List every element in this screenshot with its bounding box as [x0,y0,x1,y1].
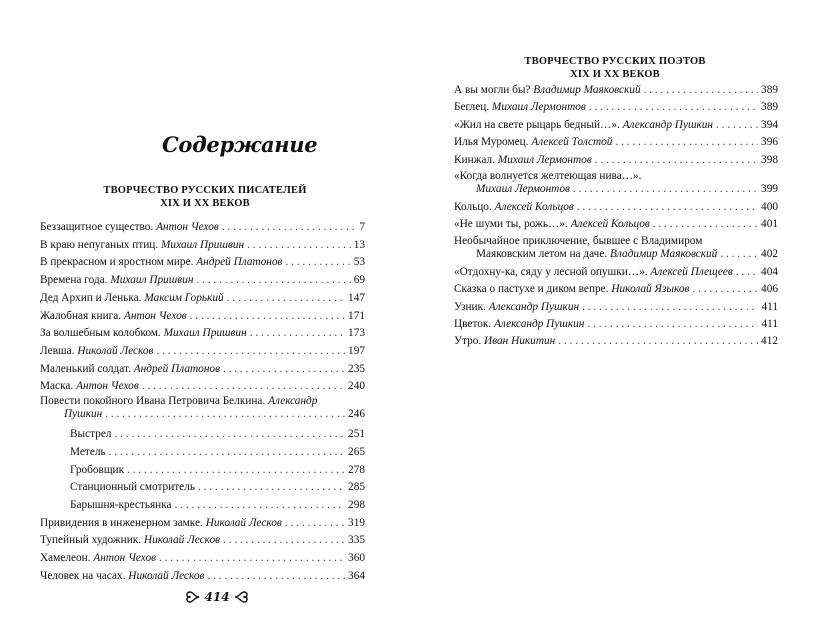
entry-page: 278 [348,464,365,476]
toc-entry[interactable] [410,335,820,348]
entry-author: Алексей Кольцов [570,218,650,230]
entry-title: В прекрасном и яростном мире. [40,256,194,268]
poets-section-title [450,55,780,81]
entry-page: 173 [348,327,365,339]
entry-page: 398 [761,154,778,166]
toc-entry[interactable] [0,345,410,358]
entry-title: Кинжал. [454,154,496,166]
entry-page: 396 [761,136,778,148]
toc-entry[interactable] [410,235,820,261]
entry-title: Маска. [40,380,74,392]
entry-page: 319 [348,517,365,529]
entry-title: Беззащитное существо. [40,221,154,233]
page-number-text: 414 [204,590,230,604]
entry-title: Илья Муромец. [454,136,529,148]
entry-title: Привидения в инженерном замке. [40,517,203,529]
entry-author: Николай Лесков [77,345,154,357]
entry-author: Александр Пушкин [494,318,585,330]
page-number [182,590,252,604]
entry-page: 147 [348,292,365,304]
entry-author: Иван Никитин [484,335,556,347]
entry-page: 265 [348,446,365,458]
toc-entry[interactable] [0,552,410,565]
entry-author-cont: Михаил Лермонтов [476,183,570,195]
toc-entry[interactable] [0,570,410,583]
entry-author: Владимир Маяковский [610,248,718,260]
entry-title: А вы могли бы? [454,84,531,96]
entry-title: Тупейный художник. [40,534,142,546]
entry-title: Цветок. [454,318,492,330]
entry-author: Алексей Толстой [531,136,613,148]
entry-page: 298 [348,499,365,511]
entry-title: Повести покойного Ивана Петровича Белкина. [40,395,266,407]
toc-entry[interactable] [0,274,410,287]
entry-page: 197 [348,345,365,357]
entry-author: Александр Пушкин [488,301,580,313]
entry-author: Алексей Плещеев [650,266,733,278]
entry-author: Алексей Кольцов [494,201,574,213]
section-title-line: XIX И XX ВЕКОВ [570,69,660,80]
toc-entry[interactable] [410,101,820,114]
entry-page: 402 [761,248,778,260]
entry-page: 13 [353,239,365,251]
section-title-line: ТВОРЧЕСТВО РУССКИХ ПОЭТОВ [524,56,706,67]
toc-entry[interactable] [0,428,410,441]
entry-title: Необычайное приключение, бывшее с Владимиром [454,235,703,247]
toc-entry[interactable] [0,499,410,512]
toc-entry[interactable] [0,517,410,530]
entry-author: Антон Чехов [76,380,139,392]
section-title-line: XIX И XX ВЕКОВ [160,198,250,209]
entry-title: Выстрел [70,428,112,440]
entry-title: Маленький солдат. [40,363,131,375]
entry-title: «Не шуми ты, рожь…». [454,218,568,230]
toc-entry[interactable] [410,283,820,296]
section-title-line: ТВОРЧЕСТВО РУССКИХ ПИСАТЕЛЕЙ [103,185,307,196]
entry-author: Михаил Лермонтов [497,154,592,166]
entry-page: 235 [348,363,365,375]
entry-author: Максим Горький [144,292,224,304]
entry-page: 364 [348,570,365,582]
toc-entry[interactable] [0,534,410,547]
entry-page: 394 [761,119,778,131]
entry-page: 285 [348,481,365,493]
entry-page: 389 [761,101,778,113]
entry-title: Хамелеон. [40,552,91,564]
toc-entry[interactable] [0,363,410,376]
entry-page: 399 [761,183,778,195]
entry-title: «Когда волнуется желтеющая нива…». [454,170,642,182]
toc-entry[interactable] [0,395,410,421]
entry-page: 412 [761,335,778,347]
entry-author: Николай Лесков [128,570,205,582]
entry-page: 171 [348,310,365,322]
entry-page: 335 [348,534,365,546]
entry-title: Барышня-крестьянка [70,499,172,511]
toc-entry[interactable] [0,446,410,459]
entry-page: 400 [761,201,778,213]
toc-entry[interactable] [410,170,820,196]
entry-author: Михаил Пришвин [110,274,194,286]
entry-title: Жалобная книга. [40,310,122,322]
toc-entry[interactable] [0,464,410,477]
contents-heading: Содержание [162,132,318,157]
entry-title: В краю непуганых птиц. [40,239,159,251]
toc-entry[interactable] [0,256,410,269]
entry-page: 411 [761,301,778,313]
toc-entry[interactable] [0,310,410,323]
entry-author: Николай Лесков [205,517,282,529]
entry-page: 53 [353,256,365,268]
entry-author: Владимир Маяковский [533,84,641,96]
entry-title: Дед Архип и Ленька. [40,292,142,304]
entry-title: Беглец. [454,101,490,113]
toc-entry[interactable] [0,327,410,340]
ornament-left-icon [184,590,200,604]
entry-title: Кольцо. [454,201,492,213]
entry-author: Александр [268,395,318,407]
entry-author: Михаил Лермонтов [491,101,586,113]
entry-page: 69 [353,274,365,286]
right-page [410,0,820,636]
entry-page: 246 [348,408,365,420]
entry-title: Человек на часах. [40,570,126,582]
entry-author: Михаил Пришвин [163,327,247,339]
entry-author: Николай Языков [611,283,690,295]
entry-title: «Жил на свете рыцарь бедный…». [454,119,620,131]
toc-entry[interactable] [0,292,410,305]
entry-author: Александр Пушкин [622,119,714,131]
toc-entry[interactable] [410,218,820,231]
entry-title: Левша. [40,345,75,357]
entry-author: Антон Чехов [156,221,219,233]
entry-author: Николай Лесков [143,534,221,546]
toc-entry[interactable] [410,119,820,132]
toc-entry[interactable] [410,201,820,214]
entry-page: 240 [348,380,365,392]
toc-entry[interactable] [0,481,410,494]
entry-title-cont: Маяковским летом на даче. [476,248,608,260]
entry-title: Времена года. [40,274,108,286]
entry-page: 251 [348,428,365,440]
entry-author-cont: Пушкин [64,408,103,420]
toc-entry[interactable] [410,301,820,314]
toc-entry[interactable] [410,136,820,149]
entry-author: Михаил Пришвин [161,239,245,251]
entry-author: Андрей Платонов [196,256,283,268]
entry-page: 404 [761,266,778,278]
entry-title: Гробовщик [70,464,125,476]
entry-title: Метель [70,446,106,458]
toc-entry[interactable] [410,154,820,167]
entry-page: 7 [359,221,365,233]
entry-title: Сказка о пастухе и диком вепре. [454,283,609,295]
entry-page: 389 [761,84,778,96]
writers-section-title [40,184,370,210]
toc-entry[interactable] [410,266,820,279]
entry-title: Узник. [454,301,486,313]
entry-author: Андрей Платонов [133,363,220,375]
entry-title: Утро. [454,335,482,347]
toc-entry[interactable] [410,84,820,97]
entry-page: 411 [761,318,778,330]
entry-title: Станционный смотритель [70,481,195,493]
entry-title: За волшебным колобком. [40,327,161,339]
toc-entry[interactable] [0,239,410,252]
entry-page: 401 [761,218,778,230]
toc-entry[interactable] [0,380,410,393]
toc-entry[interactable] [410,318,820,331]
toc-entry[interactable] [0,221,410,234]
entry-title: «Отдохну-ка, сяду у лесной опушки…». [454,266,648,278]
entry-author: Антон Чехов [93,552,157,564]
entry-author: Антон Чехов [123,310,187,322]
ornament-right-icon [234,590,250,604]
entry-page: 406 [761,283,778,295]
entry-page: 360 [348,552,365,564]
